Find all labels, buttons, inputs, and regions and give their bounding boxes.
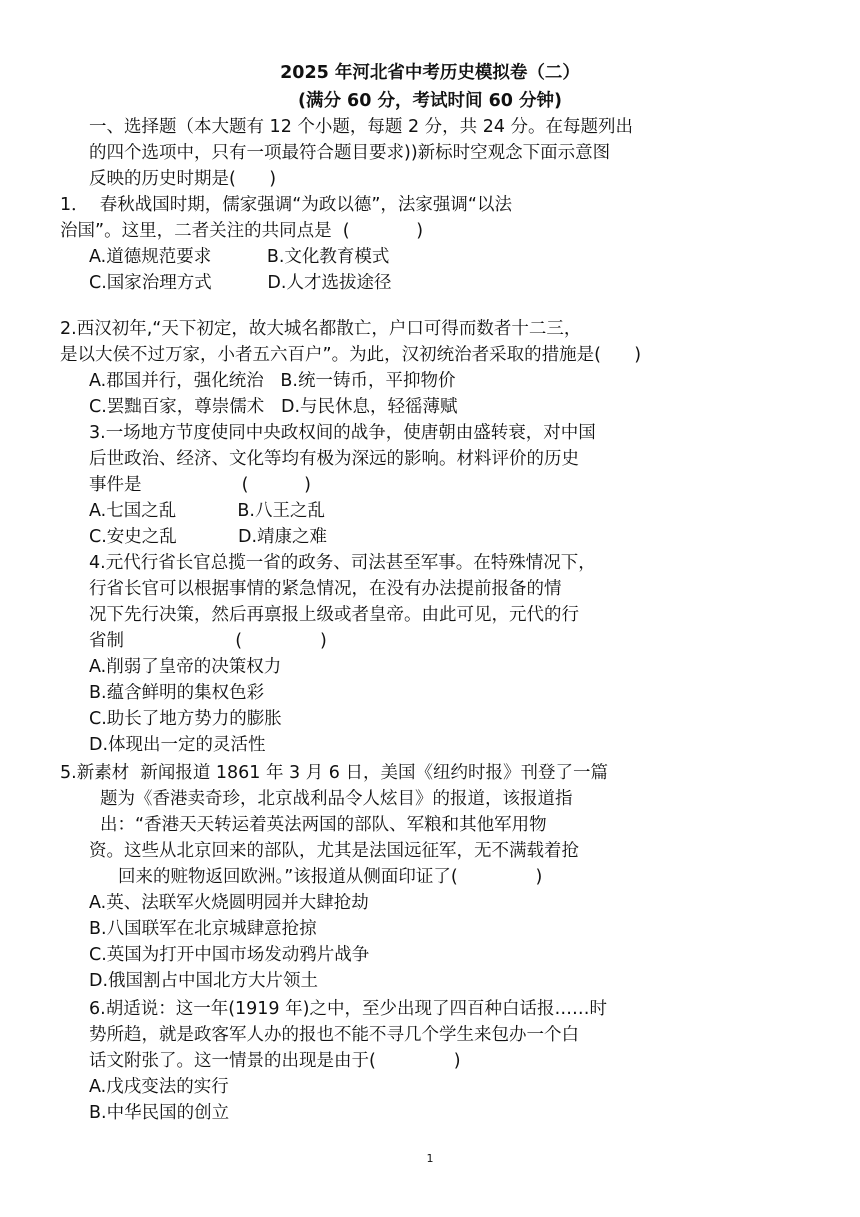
question-3-option: C.安史之乱 D.靖康之难 [89, 527, 328, 547]
question-3-stem: 事件是 ( ) [89, 475, 311, 495]
question-5-option: C.英国为打开中国市场发动鸦片战争 [89, 945, 370, 965]
question-6-stem: 6.胡适说：这一年(1919 年)之中，至少出现了四百种白话报……时 [89, 999, 607, 1019]
question-4-stem: 行省长官可以根据事情的紧急情况，在没有办法提前报备的情 [89, 579, 562, 599]
question-4-option: B.蕴含鲜明的集权色彩 [89, 683, 265, 703]
question-5-stem: 出：“香港天天转运着英法两国的部队、军粮和其他军用物 [100, 815, 547, 835]
question-4-stem: 4.元代行省长官总揽一省的政务、司法甚至军事。在特殊情况下， [89, 553, 596, 573]
question-5-stem: 题为《香港卖奇珍，北京战利品令人炫目》的报道，该报道指 [100, 789, 573, 809]
page-number: 1 [426, 1152, 434, 1165]
question-5-option: A.英、法联军火烧圆明园并大肆抢劫 [89, 893, 369, 913]
question-5-stem: 5.新素材 新闻报道 1861 年 3 月 6 日，美国《纽约时报》刊登了一篇 [60, 763, 609, 783]
question-1-stem: 1． 春秋战国时期，儒家强调“为政以德”，法家强调“以法 [60, 195, 512, 215]
exam-subtitle: (满分 60 分，考试时间 60 分钟) [297, 91, 563, 111]
question-2-stem: 2.西汉初年,“天下初定，故大城名都散亡，户口可得而数者十二三， [60, 319, 582, 339]
question-5-stem: 资。这些从北京回来的部队，尤其是法国远征军，无不满载着抢 [89, 841, 579, 861]
question-1-option: A.道德规范要求 B.文化教育模式 [89, 247, 390, 267]
question-4-option: A.削弱了皇帝的决策权力 [89, 657, 282, 677]
question-1-option: C.国家治理方式 D.人才选拔途径 [89, 273, 392, 293]
question-6-option: B.中华民国的创立 [89, 1103, 230, 1123]
question-5-option: B.八国联军在北京城肆意抢掠 [89, 919, 317, 939]
question-4-option: D.体现出一定的灵活性 [89, 735, 266, 755]
question-6-stem: 话文附张了。这一情景的出现是由于( ) [89, 1051, 461, 1071]
question-4-stem: 省制 ( ) [89, 631, 327, 651]
section-intro-line: 反映的历史时期是( ) [89, 169, 277, 189]
question-3-stem: 3.一场地方节度使同中央政权间的战争，使唐朝由盛转衰，对中国 [89, 423, 596, 443]
question-1-stem: 治国”。这里，二者关注的共同点是 ( ) [60, 221, 424, 241]
question-5-stem: 回来的赃物返回欧洲。”该报道从侧面印证了( ) [118, 867, 543, 887]
question-6-option: A.戊戌变法的实行 [89, 1077, 229, 1097]
question-6-stem: 势所趋，就是政客军人办的报也不能不寻几个学生来包办一个白 [89, 1025, 579, 1045]
question-4-option: C.助长了地方势力的膨胀 [89, 709, 282, 729]
question-2-option: C.罢黜百家，尊崇儒术 D.与民休息，轻徭薄赋 [89, 397, 458, 417]
question-3-option: A.七国之乱 B.八王之乱 [89, 501, 325, 521]
question-5-option: D.俄国割占中国北方大片领土 [89, 971, 319, 991]
question-2-option: A.郡国并行，强化统治 B.统一铸币，平抑物价 [89, 371, 456, 391]
section-intro-line: 的四个选项中，只有一项最符合题目要求))新标时空观念下面示意图 [89, 143, 611, 163]
exam-title: 2025 年河北省中考历史模拟卷（二） [280, 63, 580, 83]
question-2-stem: 是以大侯不过万家，小者五六百户”。为此，汉初统治者采取的措施是( ) [60, 345, 642, 365]
section-intro-line: 一、选择题（本大题有 12 个小题，每题 2 分，共 24 分。在每题列出 [89, 117, 634, 137]
question-4-stem: 况下先行决策，然后再禀报上级或者皇帝。由此可见，元代的行 [89, 605, 579, 625]
question-3-stem: 后世政治、经济、文化等均有极为深远的影响。材料评价的历史 [89, 449, 579, 469]
